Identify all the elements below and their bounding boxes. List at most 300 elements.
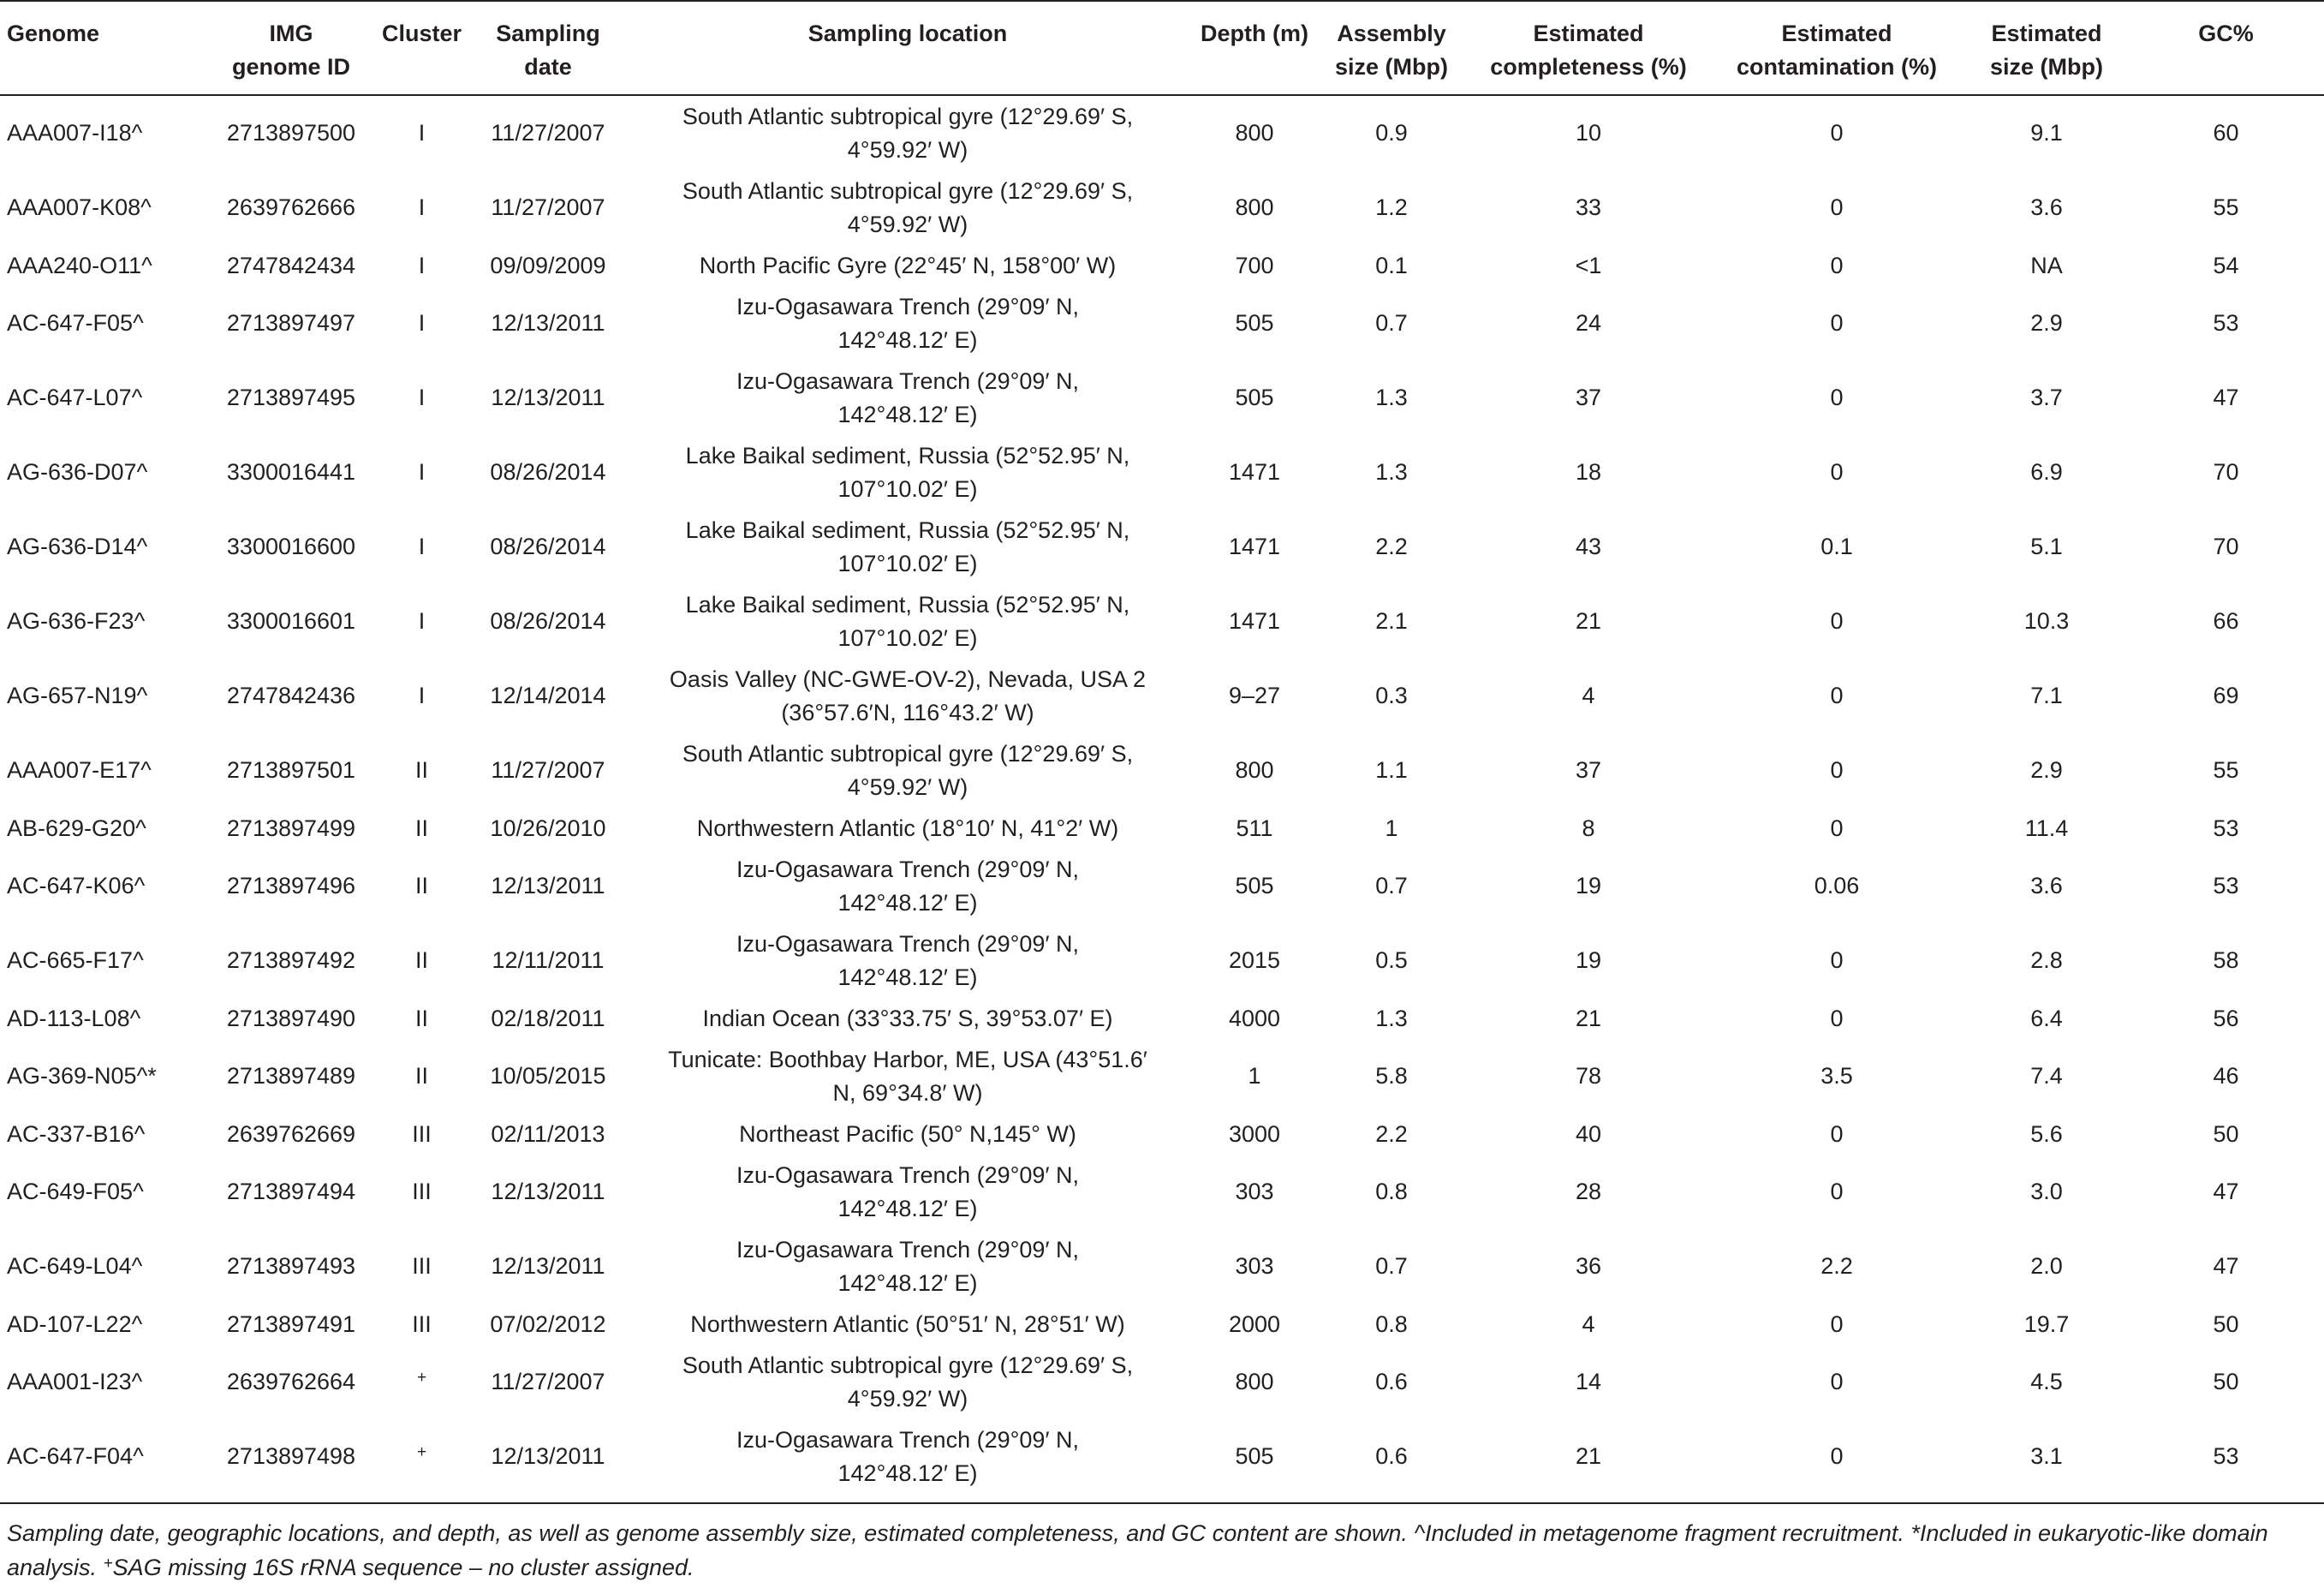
cell-estimated-contamination: 0	[1830, 1369, 1844, 1394]
table-row	[0, 1113, 2324, 1155]
cell-depth: 511	[1236, 815, 1273, 841]
cell-depth: 1471	[1228, 534, 1281, 559]
location-line-1: South Atlantic subtropical gyre (12°29.69′ S,	[682, 1352, 1134, 1378]
cell-genome: AG-636-D14^	[7, 534, 148, 559]
cell-estimated-contamination: 0	[1830, 1443, 1844, 1469]
cluster-unassigned-mark: +	[416, 1369, 427, 1387]
cell-estimated-completeness: 18	[1575, 459, 1602, 485]
cell-estimated-size: 2.8	[2030, 947, 2063, 973]
cell-estimated-completeness: 43	[1575, 534, 1602, 559]
cell-img-genome-id: 2713897492	[226, 947, 356, 973]
cell-genome: AC-647-L07^	[7, 385, 143, 410]
cell-gc-percent: 47	[2213, 1253, 2239, 1279]
cell-gc-percent: 47	[2213, 385, 2239, 410]
cell-assembly-size: 1.3	[1375, 1006, 1408, 1031]
cell-sampling-location	[621, 95, 1195, 170]
table-body	[0, 95, 2324, 1503]
cell-sampling-location	[621, 245, 1195, 286]
location-line-2: N, 69°34.8′ W)	[832, 1080, 983, 1106]
cell-cluster: I	[418, 534, 426, 559]
table-header	[0, 1, 2324, 95]
cell-img-genome-id: 2713897499	[226, 815, 356, 841]
table-row	[0, 510, 2324, 584]
cell-gc-percent: 53	[2213, 1443, 2239, 1469]
cell-img-genome-id: 3300016441	[226, 459, 356, 485]
cell-sampling-location	[621, 170, 1195, 245]
cell-sampling-location	[621, 435, 1195, 510]
cell-sampling-location	[621, 510, 1195, 584]
cell-cluster: I	[418, 385, 426, 410]
cell-estimated-size: 9.1	[2030, 120, 2063, 146]
cell-depth: 505	[1235, 385, 1274, 410]
cell-genome: AC-647-K06^	[7, 873, 146, 898]
cell-assembly-size: 2.1	[1375, 608, 1408, 634]
location-line-1: Northwestern Atlantic (18°10′ N, 41°2′ W)	[696, 815, 1119, 841]
location-line-2: 142°48.12′ E)	[837, 890, 978, 916]
location-line-1: Northeast Pacific (50° N,145° W)	[739, 1121, 1076, 1147]
cell-gc-percent: 50	[2213, 1121, 2239, 1147]
cell-img-genome-id: 2747842436	[226, 683, 356, 708]
cell-sampling-location	[621, 1304, 1195, 1345]
cell-estimated-completeness: 19	[1575, 873, 1602, 898]
cell-depth: 303	[1235, 1179, 1274, 1204]
cell-sampling-location	[621, 659, 1195, 733]
cell-assembly-size: 0.1	[1375, 253, 1408, 278]
table-row	[0, 1229, 2324, 1304]
cell-depth: 2015	[1228, 947, 1281, 973]
header-cluster: Cluster	[381, 21, 462, 46]
cell-gc-percent: 47	[2213, 1179, 2239, 1204]
cell-genome: AC-665-F17^	[7, 947, 144, 973]
cell-img-genome-id: 2747842434	[226, 253, 356, 278]
cell-assembly-size: 0.6	[1375, 1369, 1408, 1394]
cell-img-genome-id: 2713897498	[226, 1443, 356, 1469]
cell-assembly-size: 1.3	[1375, 385, 1408, 410]
location-line-1: Izu-Ogasawara Trench (29°09′ N,	[736, 368, 1080, 394]
cell-estimated-contamination: 0	[1830, 815, 1844, 841]
cell-estimated-size: 3.0	[2030, 1179, 2063, 1204]
cell-assembly-size: 0.5	[1375, 947, 1408, 973]
cell-gc-percent: 70	[2213, 459, 2239, 485]
location-line-1: South Atlantic subtropical gyre (12°29.69′ S,	[682, 741, 1134, 767]
location-line-1: South Atlantic subtropical gyre (12°29.69′ S,	[682, 104, 1134, 129]
table-row	[0, 435, 2324, 510]
cell-genome: AAA007-E17^	[7, 757, 152, 783]
cell-estimated-completeness: 28	[1575, 1179, 1602, 1204]
location-line-1: Tunicate: Boothbay Harbor, ME, USA (43°51.6′	[668, 1047, 1147, 1072]
cell-estimated-completeness: 21	[1575, 1006, 1602, 1031]
cluster-unassigned-mark: +	[416, 1443, 427, 1461]
cell-gc-percent: 66	[2213, 608, 2239, 634]
cell-estimated-completeness: 14	[1575, 1369, 1602, 1394]
cell-assembly-size: 0.9	[1375, 120, 1408, 146]
cell-estimated-contamination: 2.2	[1820, 1253, 1853, 1279]
location-line-2: 107°10.02′ E)	[837, 551, 978, 576]
cell-estimated-completeness: 21	[1575, 608, 1602, 634]
cell-genome: AG-636-F23^	[7, 608, 146, 634]
cell-genome: AB-629-G20^	[7, 815, 146, 841]
cell-cluster: III	[412, 1179, 432, 1204]
cell-img-genome-id: 2713897491	[226, 1311, 356, 1337]
footnote-text: Sampling date, geographic locations, and depth, as well as genome assembly size, estimated completeness, and GC content are shown. ^Included in metagenome fragment recruitment. *Included in eukaryotic-like domain analysis.	[7, 1520, 2268, 1580]
cell-estimated-completeness: 78	[1575, 1063, 1602, 1089]
cell-sampling-location	[621, 286, 1195, 361]
cell-estimated-completeness: 33	[1575, 194, 1602, 220]
cell-gc-percent: 50	[2213, 1311, 2239, 1337]
cell-estimated-contamination: 0	[1830, 608, 1844, 634]
cell-depth: 4000	[1228, 1006, 1281, 1031]
cell-cluster: III	[412, 1121, 432, 1147]
cell-sampling-location	[621, 1345, 1195, 1419]
location-line-2: 4°59.92′ W)	[847, 1386, 968, 1412]
cell-sampling-date: 12/13/2011	[491, 385, 605, 410]
cell-sampling-location	[621, 923, 1195, 998]
cell-depth: 303	[1235, 1253, 1274, 1279]
header-estimated-contamination: Estimated contamination (%)	[1737, 21, 1937, 80]
cell-sampling-location	[621, 1039, 1195, 1113]
location-line-1: Oasis Valley (NC-GWE-OV-2), Nevada, USA 2	[669, 666, 1147, 692]
cell-estimated-size: 6.9	[2030, 459, 2063, 485]
location-line-1: Izu-Ogasawara Trench (29°09′ N,	[736, 857, 1080, 882]
cell-sampling-date: 08/26/2014	[490, 534, 606, 559]
cell-cluster: II	[414, 815, 428, 841]
cell-sampling-location	[621, 849, 1195, 923]
location-line-1: Lake Baikal sediment, Russia (52°52.95′ N,	[685, 592, 1130, 618]
cell-sampling-date: 12/13/2011	[491, 1179, 605, 1204]
header-img-genome-id: IMG genome ID	[231, 21, 351, 80]
footnote-text-end: SAG missing 16S rRNA sequence – no cluster assigned.	[112, 1555, 694, 1580]
cell-cluster: I	[418, 459, 426, 485]
location-line-1: Izu-Ogasawara Trench (29°09′ N,	[736, 1237, 1080, 1263]
location-line-1: South Atlantic subtropical gyre (12°29.69′ S,	[682, 178, 1134, 204]
cell-assembly-size: 0.8	[1375, 1311, 1408, 1337]
location-line-2: (36°57.6′N, 116°43.2′ W)	[781, 700, 1034, 725]
cell-estimated-size: 2.9	[2030, 310, 2063, 336]
cell-assembly-size: 5.8	[1375, 1063, 1408, 1089]
cell-genome: AG-369-N05^*	[7, 1063, 157, 1089]
cell-gc-percent: 53	[2213, 873, 2239, 898]
cell-estimated-size: 10.3	[2023, 608, 2070, 634]
cell-estimated-contamination: 0	[1830, 1179, 1844, 1204]
cell-estimated-size: 11.4	[2024, 815, 2069, 841]
location-line-2: 4°59.92′ W)	[847, 774, 968, 800]
cell-depth: 3000	[1228, 1121, 1281, 1147]
cell-cluster: I	[418, 608, 426, 634]
header-genome: Genome	[7, 21, 100, 46]
cell-estimated-size: 7.4	[2030, 1063, 2063, 1089]
cell-img-genome-id: 2713897501	[226, 757, 356, 783]
cell-cluster: I	[418, 683, 426, 708]
cell-estimated-contamination: 0	[1830, 253, 1844, 278]
location-line-2: 107°10.02′ E)	[837, 476, 978, 502]
location-line-1: Lake Baikal sediment, Russia (52°52.95′ N,	[685, 517, 1130, 543]
location-line-1: Indian Ocean (33°33.75′ S, 39°53.07′ E)	[702, 1006, 1113, 1031]
cell-img-genome-id: 2713897500	[226, 120, 356, 146]
cell-genome: AC-649-L04^	[7, 1253, 143, 1279]
location-line-1: Northwestern Atlantic (50°51′ N, 28°51′ W)	[690, 1311, 1125, 1337]
cell-estimated-contamination: 0.1	[1820, 534, 1853, 559]
cell-estimated-completeness: 19	[1575, 947, 1602, 973]
cell-estimated-size: NA	[2030, 253, 2063, 278]
cell-estimated-size: 2.9	[2030, 757, 2063, 783]
cell-cluster: II	[414, 1006, 428, 1031]
cell-sampling-location	[621, 361, 1195, 435]
cell-estimated-completeness: 10	[1575, 120, 1602, 146]
cell-gc-percent: 46	[2213, 1063, 2239, 1089]
cell-cluster: II	[414, 873, 428, 898]
table-row	[0, 1419, 2324, 1503]
cell-assembly-size: 0.7	[1375, 873, 1408, 898]
cell-sampling-date: 10/26/2010	[490, 815, 606, 841]
cell-sampling-date: 12/13/2011	[491, 873, 605, 898]
cell-estimated-size: 3.6	[2030, 194, 2063, 220]
table-row	[0, 286, 2324, 361]
cell-estimated-size: 3.6	[2030, 873, 2063, 898]
table-row	[0, 361, 2324, 435]
cell-depth: 9–27	[1228, 683, 1281, 708]
cell-gc-percent: 55	[2213, 194, 2239, 220]
table-row	[0, 584, 2324, 659]
cell-cluster	[368, 1345, 475, 1419]
cell-img-genome-id: 2713897489	[226, 1063, 356, 1089]
location-line-2: 4°59.92′ W)	[847, 212, 968, 237]
cell-genome: AC-337-B16^	[7, 1121, 146, 1147]
cell-estimated-completeness: 4	[1582, 683, 1595, 708]
location-line-2: 107°10.02′ E)	[837, 625, 978, 651]
cell-estimated-contamination: 0.06	[1814, 873, 1860, 898]
cell-sampling-date: 12/13/2011	[491, 1443, 605, 1469]
cell-sampling-date: 11/27/2007	[491, 120, 605, 146]
footnote-superscript-plus: +	[103, 1555, 113, 1573]
cell-img-genome-id: 2713897493	[226, 1253, 356, 1279]
cell-sampling-date: 10/05/2015	[490, 1063, 606, 1089]
cell-cluster: III	[412, 1253, 432, 1279]
cell-sampling-date: 07/02/2012	[490, 1311, 606, 1337]
cell-estimated-size: 3.1	[2030, 1443, 2063, 1469]
table-row	[0, 245, 2324, 286]
header-gc-percent: GC%	[2198, 21, 2254, 46]
cell-depth: 1471	[1228, 459, 1281, 485]
location-line-2: 142°48.12′ E)	[837, 1270, 978, 1296]
table-row	[0, 1039, 2324, 1113]
cell-depth: 505	[1235, 310, 1274, 336]
cell-sampling-date: 02/11/2013	[491, 1121, 605, 1147]
location-line-2: 142°48.12′ E)	[837, 964, 978, 990]
cell-estimated-size: 7.1	[2030, 683, 2063, 708]
cell-gc-percent: 56	[2213, 1006, 2239, 1031]
cell-estimated-completeness: 8	[1582, 815, 1595, 841]
cell-estimated-size: 2.0	[2030, 1253, 2063, 1279]
cell-sampling-location	[621, 1113, 1195, 1155]
table-row	[0, 1304, 2324, 1345]
cell-depth: 800	[1235, 194, 1274, 220]
cell-estimated-completeness: 36	[1575, 1253, 1602, 1279]
cell-sampling-location	[621, 998, 1195, 1039]
cell-estimated-contamination: 0	[1830, 683, 1844, 708]
cell-assembly-size: 1	[1385, 815, 1398, 841]
cell-sampling-date: 02/18/2011	[491, 1006, 605, 1031]
cell-genome: AG-636-D07^	[7, 459, 148, 485]
cell-assembly-size: 0.3	[1375, 683, 1408, 708]
table-row	[0, 1345, 2324, 1419]
cell-sampling-location	[621, 1155, 1195, 1229]
cell-sampling-location	[621, 584, 1195, 659]
cell-estimated-contamination: 0	[1830, 310, 1844, 336]
cell-assembly-size: 1.1	[1375, 757, 1408, 783]
header-row	[0, 1, 2324, 95]
cell-estimated-contamination: 0	[1830, 385, 1844, 410]
cell-cluster: I	[418, 120, 426, 146]
location-line-1: Izu-Ogasawara Trench (29°09′ N,	[736, 294, 1080, 319]
cell-sampling-date: 12/11/2011	[492, 947, 605, 973]
cell-sampling-location	[621, 808, 1195, 849]
cell-sampling-date: 11/27/2007	[491, 194, 605, 220]
location-line-2: 4°59.92′ W)	[847, 137, 968, 163]
cell-assembly-size: 0.6	[1375, 1443, 1408, 1469]
cell-genome: AAA007-K08^	[7, 194, 152, 220]
cell-genome: AAA007-I18^	[7, 120, 143, 146]
cell-sampling-location	[621, 733, 1195, 808]
cell-gc-percent: 55	[2213, 757, 2239, 783]
cell-estimated-completeness: 4	[1582, 1311, 1595, 1337]
cell-cluster: II	[414, 947, 428, 973]
cell-genome: AD-113-L08^	[7, 1006, 141, 1031]
cell-cluster: I	[418, 253, 426, 278]
cell-gc-percent: 50	[2213, 1369, 2239, 1394]
cell-estimated-size: 5.6	[2030, 1121, 2063, 1147]
cell-sampling-date: 12/13/2011	[491, 310, 605, 336]
header-sampling-date: Sampling date	[496, 21, 600, 80]
cell-estimated-completeness: 21	[1575, 1443, 1602, 1469]
cell-img-genome-id: 2639762669	[226, 1121, 356, 1147]
table-row	[0, 170, 2324, 245]
table-row	[0, 95, 2324, 170]
header-assembly-size: Assembly size (Mbp)	[1335, 21, 1448, 80]
cell-cluster: II	[414, 757, 428, 783]
header-depth: Depth (m)	[1201, 21, 1308, 46]
table-row	[0, 659, 2324, 733]
cell-estimated-size: 5.1	[2030, 534, 2063, 559]
cell-assembly-size: 0.8	[1375, 1179, 1408, 1204]
cell-depth: 800	[1235, 1369, 1274, 1394]
table-row	[0, 1155, 2324, 1229]
location-line-2: 142°48.12′ E)	[837, 402, 978, 427]
cell-estimated-completeness: 37	[1575, 757, 1602, 783]
cell-depth: 2000	[1228, 1311, 1281, 1337]
cell-estimated-contamination: 0	[1830, 120, 1844, 146]
cell-genome: AG-657-N19^	[7, 683, 148, 708]
cell-estimated-contamination: 0	[1830, 459, 1844, 485]
cell-gc-percent: 69	[2213, 683, 2239, 708]
cell-depth: 505	[1235, 873, 1274, 898]
cell-estimated-contamination: 0	[1830, 1121, 1844, 1147]
cell-genome: AC-649-F05^	[7, 1179, 144, 1204]
cell-estimated-contamination: 0	[1830, 194, 1844, 220]
cell-assembly-size: 2.2	[1375, 1121, 1408, 1147]
cell-gc-percent: 54	[2213, 253, 2239, 278]
cell-assembly-size: 0.7	[1375, 310, 1408, 336]
cell-cluster	[368, 1419, 475, 1503]
cell-cluster: I	[418, 194, 426, 220]
header-estimated-size: Estimated size (Mbp)	[1990, 21, 2103, 80]
cell-gc-percent: 53	[2213, 310, 2239, 336]
location-line-2: 142°48.12′ E)	[837, 1460, 978, 1486]
cell-img-genome-id: 2713897495	[226, 385, 356, 410]
cell-estimated-contamination: 0	[1830, 947, 1844, 973]
cell-estimated-contamination: 0	[1830, 1311, 1844, 1337]
location-line-1: Izu-Ogasawara Trench (29°09′ N,	[736, 931, 1080, 957]
cell-depth: 700	[1235, 253, 1274, 278]
cell-depth: 800	[1235, 120, 1274, 146]
location-line-2: 142°48.12′ E)	[837, 1196, 978, 1221]
header-sampling-location: Sampling location	[807, 21, 1008, 46]
table-row	[0, 808, 2324, 849]
cell-sampling-date: 11/27/2007	[491, 757, 605, 783]
table-footnote	[7, 1516, 2319, 1588]
cell-estimated-size: 6.4	[2030, 1006, 2063, 1031]
cell-img-genome-id: 2713897494	[226, 1179, 356, 1204]
cell-sampling-date: 11/27/2007	[491, 1369, 605, 1394]
cell-estimated-completeness: 24	[1575, 310, 1602, 336]
header-estimated-completeness: Estimated completeness (%)	[1490, 21, 1687, 80]
cell-gc-percent: 60	[2213, 120, 2239, 146]
cell-assembly-size: 1.2	[1375, 194, 1408, 220]
cell-cluster: II	[414, 1063, 428, 1089]
cell-depth: 505	[1235, 1443, 1274, 1469]
location-line-1: Izu-Ogasawara Trench (29°09′ N,	[736, 1162, 1080, 1188]
location-line-2: 142°48.12′ E)	[837, 327, 978, 353]
cell-genome: AD-107-L22^	[7, 1311, 143, 1337]
cell-img-genome-id: 3300016601	[226, 608, 356, 634]
cell-depth: 800	[1235, 757, 1274, 783]
cell-assembly-size: 2.2	[1375, 534, 1408, 559]
location-line-1: Izu-Ogasawara Trench (29°09′ N,	[736, 1427, 1080, 1453]
cell-genome: AAA240-O11^	[7, 253, 152, 278]
cell-genome: AAA001-I23^	[7, 1369, 143, 1394]
cell-sampling-location	[621, 1419, 1195, 1503]
cell-cluster: I	[418, 310, 426, 336]
cell-img-genome-id: 2639762664	[226, 1369, 356, 1394]
cell-genome: AC-647-F05^	[7, 310, 144, 336]
cell-gc-percent: 58	[2213, 947, 2239, 973]
cell-img-genome-id: 2713897496	[226, 873, 356, 898]
cell-estimated-completeness: 37	[1575, 385, 1602, 410]
cell-estimated-completeness: <1	[1575, 253, 1602, 278]
table-row	[0, 733, 2324, 808]
cell-estimated-contamination: 3.5	[1820, 1063, 1853, 1089]
cell-estimated-size: 3.7	[2030, 385, 2063, 410]
cell-estimated-contamination: 0	[1830, 757, 1844, 783]
cell-assembly-size: 0.7	[1375, 1253, 1408, 1279]
location-line-1: North Pacific Gyre (22°45′ N, 158°00′ W)	[699, 253, 1117, 278]
table-row	[0, 849, 2324, 923]
cell-estimated-size: 4.5	[2030, 1369, 2063, 1394]
cell-assembly-size: 1.3	[1375, 459, 1408, 485]
cell-cluster: III	[412, 1311, 432, 1337]
cell-estimated-contamination: 0	[1830, 1006, 1844, 1031]
table-row	[0, 998, 2324, 1039]
cell-genome: AC-647-F04^	[7, 1443, 144, 1469]
cell-depth: 1	[1248, 1063, 1261, 1089]
location-line-1: Lake Baikal sediment, Russia (52°52.95′ N,	[685, 443, 1130, 469]
table-row	[0, 923, 2324, 998]
cell-depth: 1471	[1228, 608, 1281, 634]
cell-gc-percent: 53	[2213, 815, 2239, 841]
cell-sampling-date: 12/13/2011	[491, 1253, 605, 1279]
cell-img-genome-id: 2639762666	[226, 194, 356, 220]
cell-sampling-date: 08/26/2014	[490, 608, 606, 634]
cell-estimated-size: 19.7	[2023, 1311, 2070, 1337]
